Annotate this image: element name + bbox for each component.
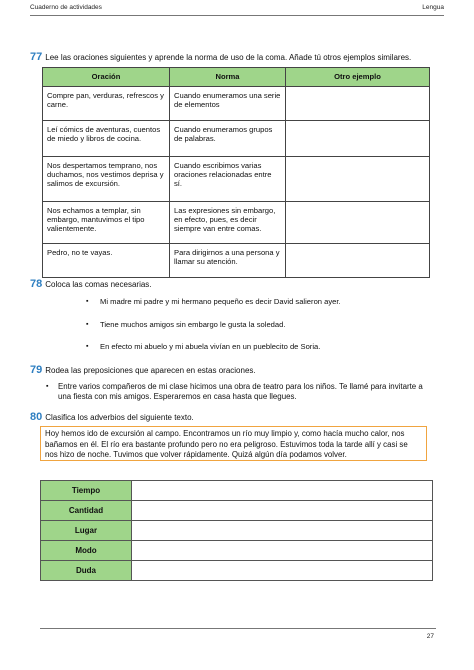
answer-cell-tiempo[interactable] — [132, 481, 433, 501]
table-row — [43, 244, 430, 278]
list-item: ▪ Tiene muchos amigos sin embargo le gusta la soledad. — [86, 320, 285, 330]
rule-cell: Cuando enumeramos una serie de elementos — [170, 87, 286, 121]
category-label-tiempo: Tiempo — [41, 481, 132, 501]
answer-cell-modo[interactable] — [132, 541, 433, 561]
table-row — [43, 157, 430, 202]
category-label-modo: Modo — [41, 541, 132, 561]
answer-cell-duda[interactable] — [132, 561, 433, 581]
column-header-norma: Norma — [170, 68, 286, 87]
footer-divider — [40, 628, 436, 629]
exercise-80-text: Clasifica los adverbios del siguiente texto. — [45, 413, 194, 422]
column-header-oracion: Oración — [43, 68, 170, 87]
sentence-cell: Nos echamos a templar, sin embargo, mantuvimos el tipo valientemente. — [43, 202, 170, 244]
category-label-cantidad: Cantidad — [41, 501, 132, 521]
exercise-80-prompt — [30, 412, 444, 423]
page-number: 27 — [426, 633, 434, 640]
header-divider — [30, 15, 444, 16]
table-header-row — [43, 68, 430, 87]
list-item: ▪ Mi madre mi padre y mi hermano pequeño es decir David salieron ayer. — [86, 297, 341, 307]
exercise-80-number: 80 — [30, 411, 43, 423]
excursion-text-box: Hoy hemos ido de excursión al campo. Encontramos un río muy limpio y, como hacía mucho calor, nos bañamos en él. El río era bastante profundo pero no era peligroso. Estuvimos toda la tarde allí y casi se nos hizo de noche. Tuvimos que volver rápidamente. Quizá algún día podamos volver. — [40, 426, 427, 461]
exercise-79-paragraph — [46, 382, 431, 402]
category-label-duda: Duda — [41, 561, 132, 581]
exercise-79-sentences: Entre varios compañeros de mi clase hicimos una obra de teatro para los niños. Te llamé para invitarte a una fiesta con mis amigos. Esperaremos en casa hasta que llegues. — [58, 382, 423, 401]
table-row — [41, 501, 433, 521]
exercise-78-number: 78 — [30, 278, 43, 290]
sentence-cell: Nos despertamos temprano, nos duchamos, nos vestimos deprisa y salimos de excursión. — [43, 157, 170, 202]
table-row — [41, 521, 433, 541]
sentence-cell: Pedro, no te vayas. — [43, 244, 170, 278]
list-item: ▪ En efecto mi abuelo y mi abuela vivían en un pueblecito de Soria. — [86, 342, 320, 352]
header-subject: Lengua — [422, 4, 444, 11]
comma-rules-table — [42, 67, 430, 278]
exercise-79-prompt — [30, 365, 444, 376]
table-row — [41, 481, 433, 501]
answer-cell-cantidad[interactable] — [132, 501, 433, 521]
example-input-cell[interactable] — [286, 244, 430, 278]
answer-cell-lugar[interactable] — [132, 521, 433, 541]
rule-cell: Cuando enumeramos grupos de palabras. — [170, 121, 286, 157]
example-input-cell[interactable] — [286, 157, 430, 202]
table-row — [43, 87, 430, 121]
example-input-cell[interactable] — [286, 121, 430, 157]
rule-cell: Las expresiones sin embargo, en efecto, pues, es decir siempre van entre comas. — [170, 202, 286, 244]
exercise-77-text: Lee las oraciones siguientes y aprende la norma de uso de la coma. Añade tú otros ejemplos similares. — [45, 53, 412, 62]
example-input-cell[interactable] — [286, 202, 430, 244]
sentence-cell: Compre pan, verduras, refrescos y carne. — [43, 87, 170, 121]
table-row — [41, 561, 433, 581]
rule-cell: Cuando escribimos varias oraciones relacionadas entre sí. — [170, 157, 286, 202]
exercise-79-number: 79 — [30, 364, 43, 376]
exercise-78-list — [86, 320, 285, 330]
table-row — [43, 202, 430, 244]
table-row — [43, 121, 430, 157]
exercise-77-number: 77 — [30, 51, 43, 63]
example-input-cell[interactable] — [286, 87, 430, 121]
exercise-79-text: Rodea las preposiciones que aparecen en estas oraciones. — [45, 366, 256, 375]
rule-cell: Para dirigirnos a una persona y llamar su atención. — [170, 244, 286, 278]
table-row — [41, 541, 433, 561]
adverb-classification-table — [40, 480, 433, 581]
bullet-icon: ▪ — [46, 383, 49, 390]
column-header-otro-ejemplo: Otro ejemplo — [286, 68, 430, 87]
exercise-77-prompt — [30, 52, 444, 63]
exercise-78-list — [86, 342, 320, 352]
exercise-78-list — [86, 297, 341, 307]
exercise-78-prompt — [30, 279, 444, 290]
exercise-78-text: Coloca las comas necesarias. — [45, 280, 152, 289]
header-book-title: Cuaderno de actividades — [30, 4, 102, 11]
sentence-cell: Leí cómics de aventuras, cuentos de miedo y libros de cocina. — [43, 121, 170, 157]
category-label-lugar: Lugar — [41, 521, 132, 541]
